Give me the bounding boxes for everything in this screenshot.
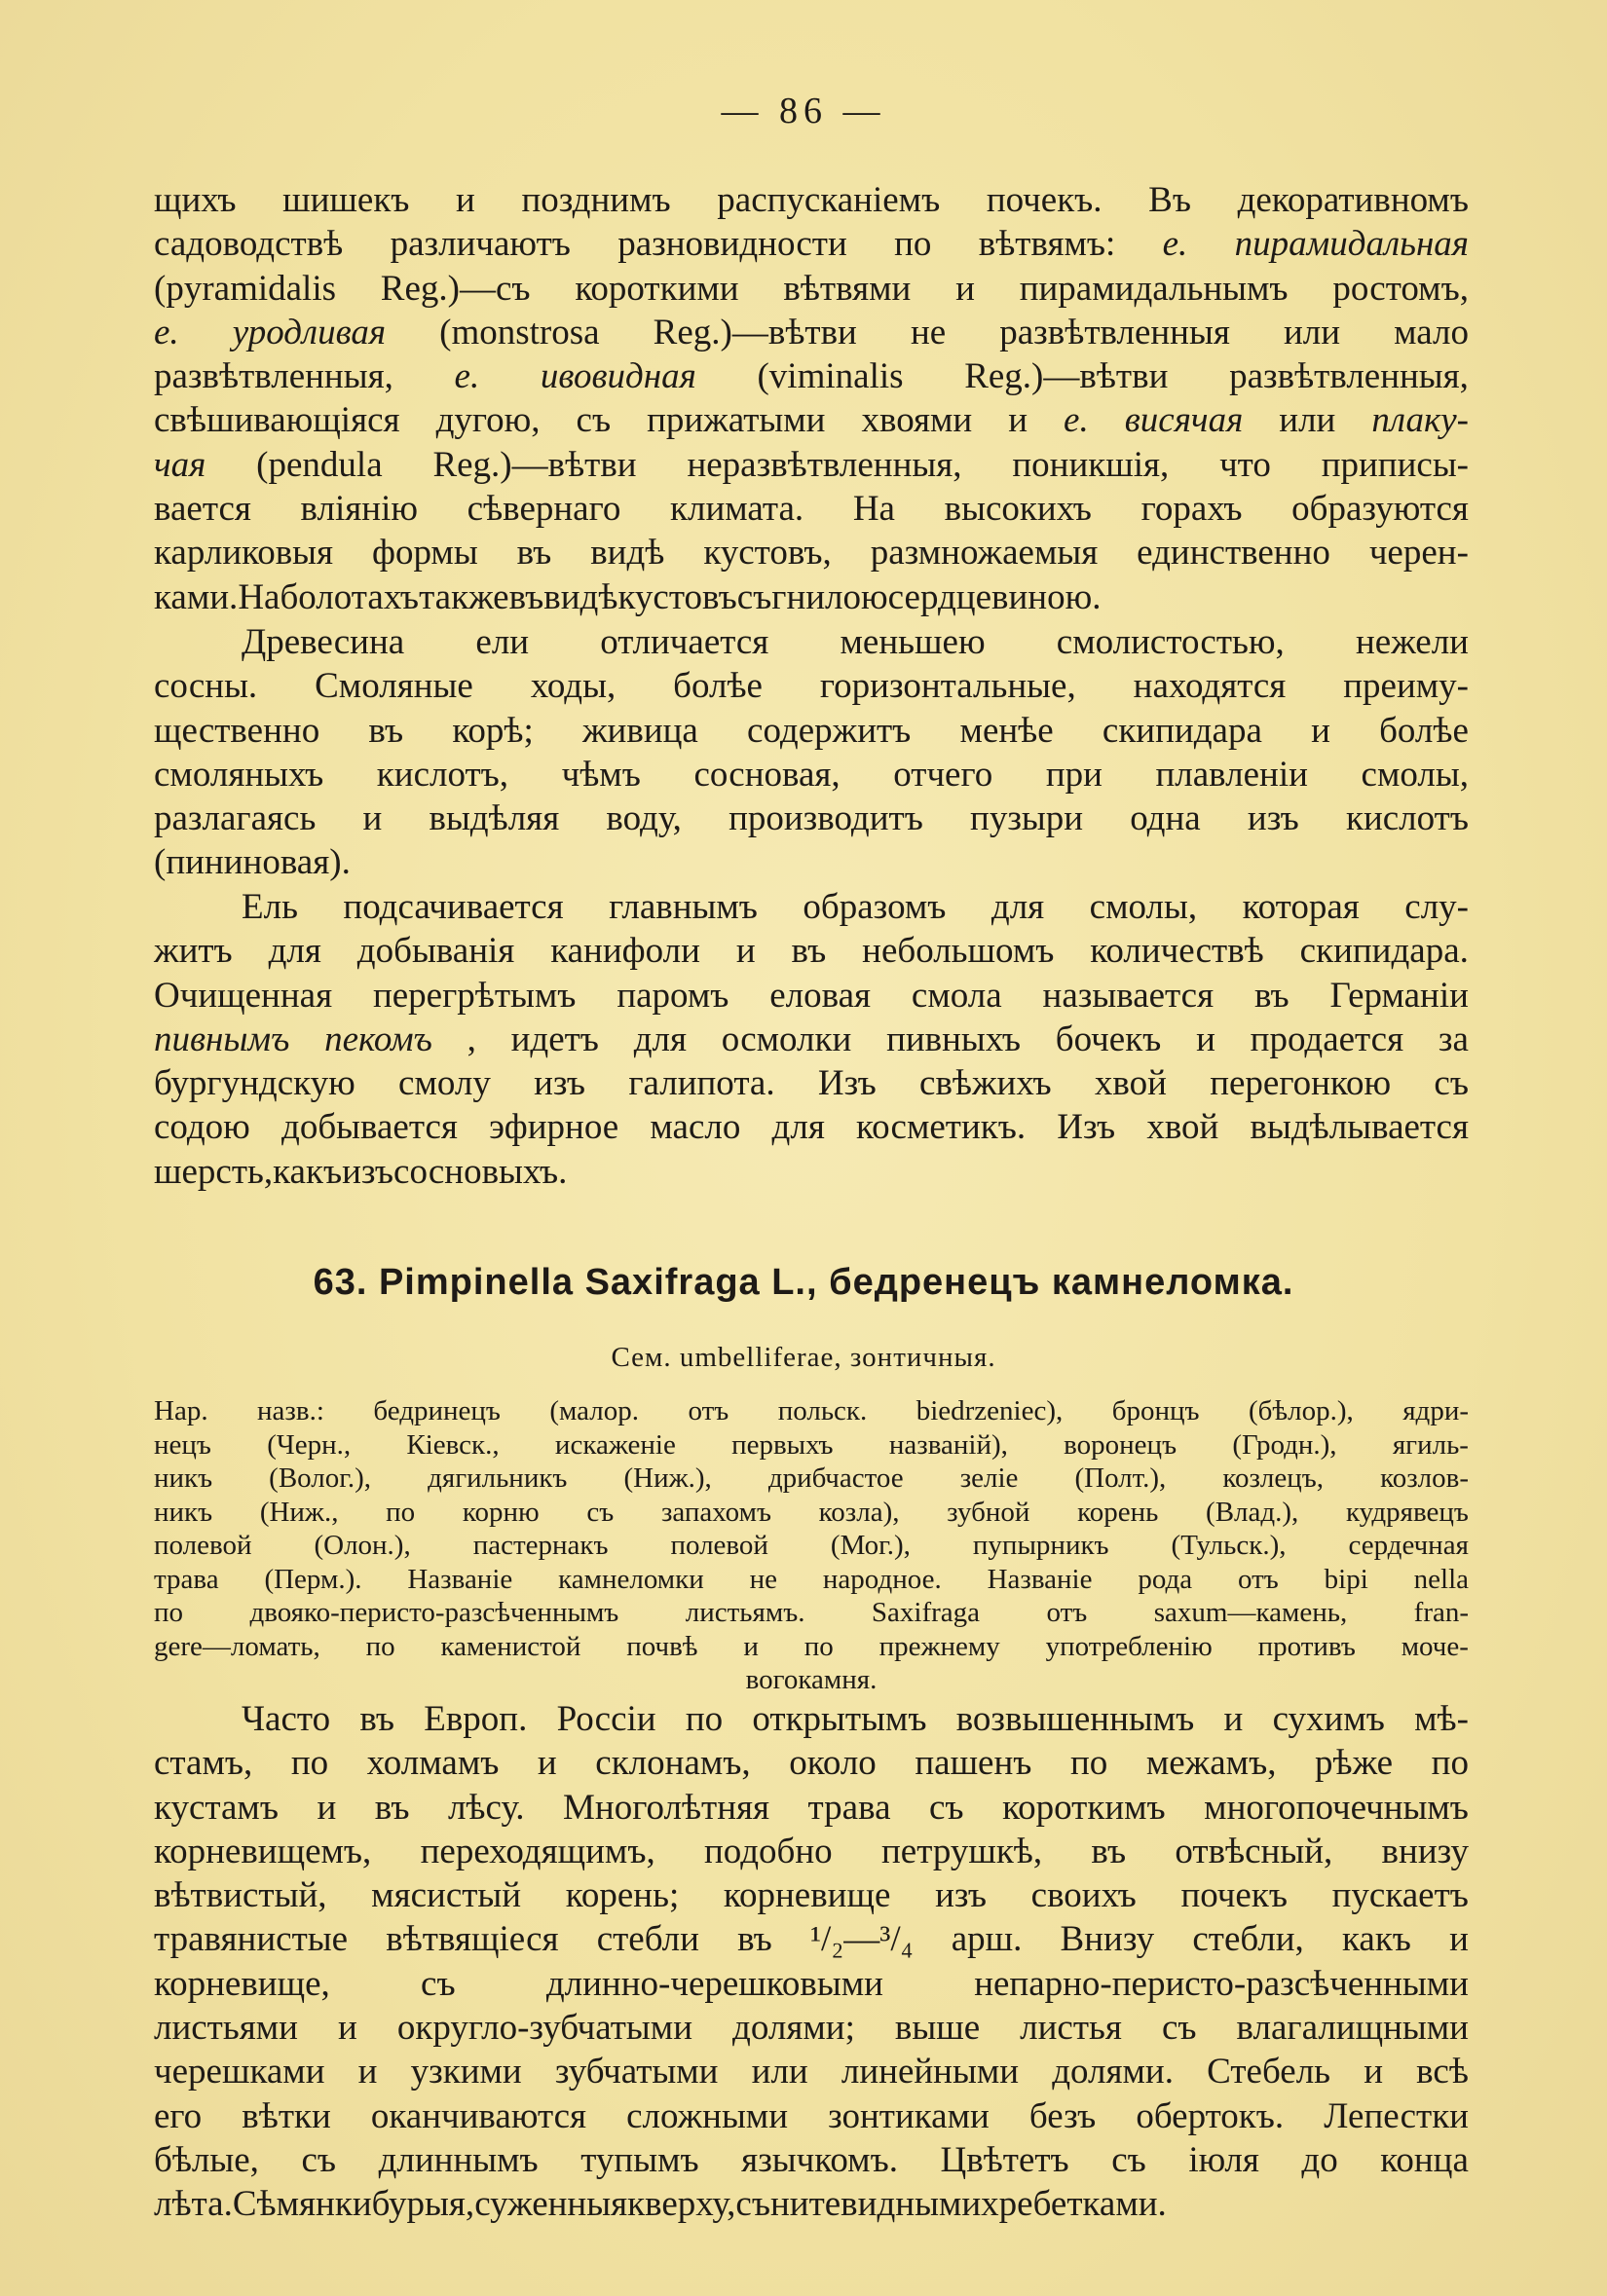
section-heading: 63. Pimpinella Saxifraga L., бедренецъ камнеломка.: [313, 1262, 1294, 1303]
text-line: травянистые вѣтвящіеся стебли въ ¹/₂—³/₄ арш. Внизу стебли, какъ и: [154, 1919, 1469, 1960]
text-line: (pyramidalis Reg.)—съ короткими вѣтвями и пирамидальнымъ ростомъ,: [154, 268, 1469, 309]
text-line: шерсть, какъ изъ сосновыхъ.: [154, 1151, 568, 1192]
text-line: никъ (Волог.), дягильникъ (Ниж.), дрибчастое зеліе (Полт.), козлецъ, козлов-: [154, 1463, 1469, 1494]
text-line: Древесина ели отличается меньшею смолистостью, нежели: [242, 622, 1469, 662]
text-line: бѣлые, съ длиннымъ тупымъ язычкомъ. Цвѣтетъ съ іюля до конца: [154, 2139, 1469, 2180]
text-line: стамъ, по холмамъ и склонамъ, около пашенъ по межамъ, рѣже по: [154, 1743, 1469, 1784]
text-line: садоводствѣ различаютъ разновидности по вѣтвямъ: е. пирамидальная: [154, 224, 1469, 265]
text-line: разлагаясь и выдѣляя воду, производитъ пузыри одна изъ кислотъ: [154, 798, 1469, 839]
paragraph-spruce-wood: [154, 620, 1469, 885]
text-line: вого камня.: [745, 1664, 878, 1695]
text-line: Ель подсачивается главнымъ образомъ для смолы, которая слу-: [242, 887, 1469, 927]
text-line: вается вліянію сѣвернаго климата. На высокихъ горахъ образуются: [154, 489, 1469, 530]
text-line: (пининовая).: [154, 842, 351, 883]
text-line: корневищемъ, переходящимъ, подобно петрушкѣ, въ отвѣсный, внизу: [154, 1831, 1469, 1871]
description-paragraph: [154, 1697, 1469, 2227]
paragraph-spruce-varieties: [154, 178, 1469, 619]
folk-names-block: [154, 1394, 1469, 1697]
text-line: черешками и узкими зубчатыми или линейными долями. Стебель и всѣ: [154, 2052, 1469, 2092]
text-line: листьями и округло-зубчатыми долями; выше листья съ влагалищными: [154, 2008, 1469, 2049]
text-line: лѣта. Сѣмянки бурыя, суженныя кверху, съ нитевидными хребетками.: [154, 2184, 1167, 2225]
text-line: пивнымъ пекомъ , идетъ для осмолки пивныхъ бочекъ и продается за: [154, 1018, 1469, 1059]
text-line: содою добывается эфирное масло для косметикъ. Изъ хвой выдѣлывается: [154, 1107, 1469, 1148]
text-line: развѣтвленныя, е. ивовидная (viminalis Reg.)—вѣтви развѣтвленныя,: [154, 356, 1469, 397]
text-line: кустамъ и въ лѣсу. Многолѣтняя трава съ короткимъ многопочечнымъ: [154, 1787, 1469, 1828]
text-line: сосны. Смоляные ходы, болѣе горизонтальные, находятся преиму-: [154, 666, 1469, 707]
text-line: нецъ (Черн., Кіевск., искаженіе первыхъ названій), воронецъ (Гродн.), ягиль-: [154, 1428, 1469, 1461]
text-line: Нар. назв.: бедринецъ (малор. отъ польск. biedrzeniec), бронцъ (бѣлор.), ядри-: [154, 1395, 1469, 1426]
paragraph-spruce-resin: [154, 885, 1469, 1194]
text-line: трава (Перм.). Названіе камнеломки не народное. Названіе рода отъ bipi nella: [154, 1563, 1469, 1595]
text-line: свѣшивающіяся дугою, съ прижатыми хвоями и е. висячая или плаку-: [154, 400, 1469, 441]
text-line: чая (pendula Reg.)—вѣтви неразвѣтвленныя, поникшія, что приписы-: [154, 444, 1469, 485]
text-line: карликовыя формы въ видѣ кустовъ, размножаемыя единственно черен-: [154, 533, 1469, 574]
text-line: бургундскую смолу изъ галипота. Изъ свѣжихъ хвой перегонкою съ: [154, 1063, 1469, 1104]
text-line: gere—ломать, по каменистой почвѣ и по прежнему употребленію противъ моче-: [154, 1630, 1469, 1662]
text-line: Очищенная перегрѣтымъ паромъ еловая смола называется въ Германіи: [154, 975, 1469, 1016]
page-number: — 86 —: [721, 91, 886, 131]
text-line: полевой (Олон.), пастернакъ полевой (Мог.), пупырникъ (Тульск.), сердечная: [154, 1530, 1469, 1561]
text-line: никъ (Ниж., по корню съ запахомъ козла), зубной корень (Влад.), кудрявецъ: [154, 1496, 1469, 1528]
text-line: по двояко-перисто-разсѣченнымъ листьямъ. Saxifraga отъ saxum—камень, fran-: [154, 1597, 1469, 1628]
text-line: смоляныхъ кислотъ, чѣмъ сосновая, отчего при плавленіи смолы,: [154, 754, 1469, 795]
text-line: житъ для добыванія канифоли и въ небольшомъ количествѣ скипидара.: [154, 931, 1469, 972]
text-line: е. уродливая (monstrosa Reg.)—вѣтви не развѣтвленныя или мало: [154, 312, 1469, 352]
text-line: корневище, съ длинно-черешковыми непарно-перисто-разсѣченными: [154, 1963, 1469, 2004]
text-line: щественно въ корѣ; живица содержитъ менѣе скипидара и болѣе: [154, 710, 1469, 751]
text-line: его вѣтки оканчиваются сложными зонтиками безъ обертокъ. Лепестки: [154, 2095, 1469, 2136]
text-line: вѣтвистый, мясистый корень; корневище изъ своихъ почекъ пускаетъ: [154, 1875, 1469, 1916]
text-line: щихъ шишекъ и позднимъ распусканіемъ почекъ. Въ декоративномъ: [154, 180, 1469, 220]
text-line: ками. На болотахъ также въ видѣ кустовъ съ гнилою сердцевиною.: [154, 576, 1102, 617]
text-line: Часто въ Европ. Россіи по открытымъ возвышеннымъ и сухимъ мѣ-: [242, 1699, 1469, 1739]
family-line: Сем. umbelliferae, зонтичныя.: [611, 1342, 996, 1373]
